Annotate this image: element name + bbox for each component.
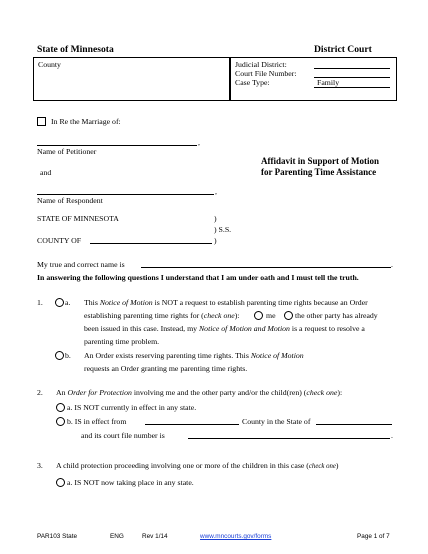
q1-a-line1-text-2: is NOT a request to establish parenting time rights because an Order [154, 298, 368, 307]
q1-a-radio[interactable] [55, 298, 64, 307]
q1-other-party-radio[interactable] [284, 311, 293, 320]
q2-county-label: County in the State of [242, 417, 311, 426]
respondent-label: Name of Respondent [37, 196, 103, 205]
q2-b-text: b. IS in effect from [67, 417, 127, 426]
q2-text-pre: An [56, 388, 66, 397]
court-heading: District Court [314, 44, 372, 55]
state-heading: State of Minnesota [37, 44, 114, 55]
court-file-number-label: Court File Number: [235, 69, 297, 78]
q2-text-post: involving me and the other party and/or the child(ren) ( [133, 388, 307, 397]
q2-a-text: a. IS NOT currently in effect in any state. [67, 403, 197, 412]
q2-a-radio[interactable] [56, 403, 65, 412]
respondent-name-field[interactable] [37, 194, 214, 195]
q2-file-number-label: and its court file number is [81, 431, 165, 440]
venue-state: STATE OF MINNESOTA [37, 214, 119, 223]
petitioner-label: Name of Petitioner [37, 147, 97, 156]
venue-county-label: COUNTY OF [37, 236, 82, 245]
q3-check-one: check one [308, 463, 336, 470]
q1-b-line1-pre: An Order exists reserving parenting time rights. This [84, 351, 249, 360]
venue-paren-1: ) [214, 214, 217, 223]
q1-b-label: b. [65, 351, 71, 360]
q1-a-line3-post: is a request to resolve a [291, 324, 365, 333]
marriage-label: In Re the Marriage of: [51, 117, 121, 126]
q1-a-line1 [84, 298, 368, 307]
q1-b-line2: requests an Order granting me parenting time rights. [84, 364, 248, 373]
true-name-period: . [391, 260, 393, 269]
q2-state-field[interactable] [316, 424, 392, 425]
case-type-label: Case Type: [235, 78, 270, 87]
venue-paren-3: ) [214, 236, 217, 245]
marriage-checkbox[interactable] [37, 117, 46, 126]
q1-a-label: a. [65, 298, 71, 307]
true-name-field[interactable] [141, 267, 391, 268]
q3-a-radio[interactable] [56, 478, 65, 487]
q1-a-line4: parenting time problem. [84, 337, 160, 346]
q1-a-line2-check: check one [203, 311, 235, 320]
q1-me-radio[interactable] [254, 311, 263, 320]
venue-county-field[interactable] [90, 243, 212, 244]
q3-text-end: ) [335, 461, 339, 470]
petitioner-comma: , [198, 138, 200, 147]
judicial-district-label: Judicial District: [235, 60, 287, 69]
footer-language: ENG [110, 533, 124, 540]
respondent-comma: , [215, 187, 217, 196]
q3-a-text: a. IS NOT now taking place in any state. [67, 478, 194, 487]
q1-number: 1. [37, 298, 43, 307]
footer-page-number: Page 1 of 7 [357, 533, 390, 540]
q1-a-line3-italic: Notice of Motion and Motion [198, 324, 290, 333]
q1-b-line1 [84, 351, 304, 360]
q2-check-one: check one [306, 388, 338, 397]
q2-b-radio[interactable] [56, 417, 65, 426]
q2-text [56, 388, 342, 397]
q3-text [56, 461, 339, 470]
q1-a-line3 [84, 324, 365, 333]
q2-number: 2. [37, 388, 43, 397]
county-box[interactable] [33, 57, 230, 101]
q1-a-line1-text-1: This [84, 298, 98, 307]
q1-b-line1-italic: Notice of Motion [250, 351, 304, 360]
q1-a-line3-pre: been issued in this case. Instead, my [84, 324, 198, 333]
q1-a-line1-italic: Notice of Motion [99, 298, 153, 307]
document-title-line1: Affidavit in Support of Motion [261, 156, 380, 166]
q3-number: 3. [37, 461, 43, 470]
q1-me-label: me [266, 311, 276, 320]
q1-b-radio[interactable] [55, 351, 64, 360]
q1-a-line2 [84, 311, 239, 320]
q2-text-italic: Order for Protection [67, 388, 132, 397]
petitioner-name-field[interactable] [37, 145, 197, 146]
oath-statement: In answering the following questions I understand that I am under oath and I must tell the truth. [37, 273, 359, 282]
q3-text-main: A child protection proceeding involving one or more of the children in this case ( [56, 461, 309, 470]
footer-forms-link[interactable]: www.mncourts.gov/forms [200, 533, 272, 540]
q2-text-end: ): [337, 388, 343, 397]
judicial-district-field[interactable] [314, 68, 390, 69]
document-title-line2: for Parenting Time Assistance [261, 167, 377, 177]
q1-other-party-label: the other party has already [295, 311, 378, 320]
footer-revision: Rev 1/14 [142, 533, 168, 540]
q2-period: . [391, 431, 393, 440]
case-info-box [230, 57, 397, 101]
q2-county-field[interactable] [145, 424, 239, 425]
footer-form-id: PAR103 State [37, 533, 78, 540]
venue-ss: ) S.S. [214, 225, 232, 234]
q1-a-line2-post: ): [234, 311, 240, 320]
case-type-field [314, 87, 390, 88]
county-label: County [38, 60, 61, 69]
q1-a-line2-pre: establishing parenting time rights for ( [84, 311, 204, 320]
q2-file-number-field[interactable] [188, 438, 390, 439]
case-type-value: Family [317, 78, 340, 87]
and-label: and [40, 168, 52, 177]
true-name-intro: My true and correct name is [37, 260, 125, 269]
